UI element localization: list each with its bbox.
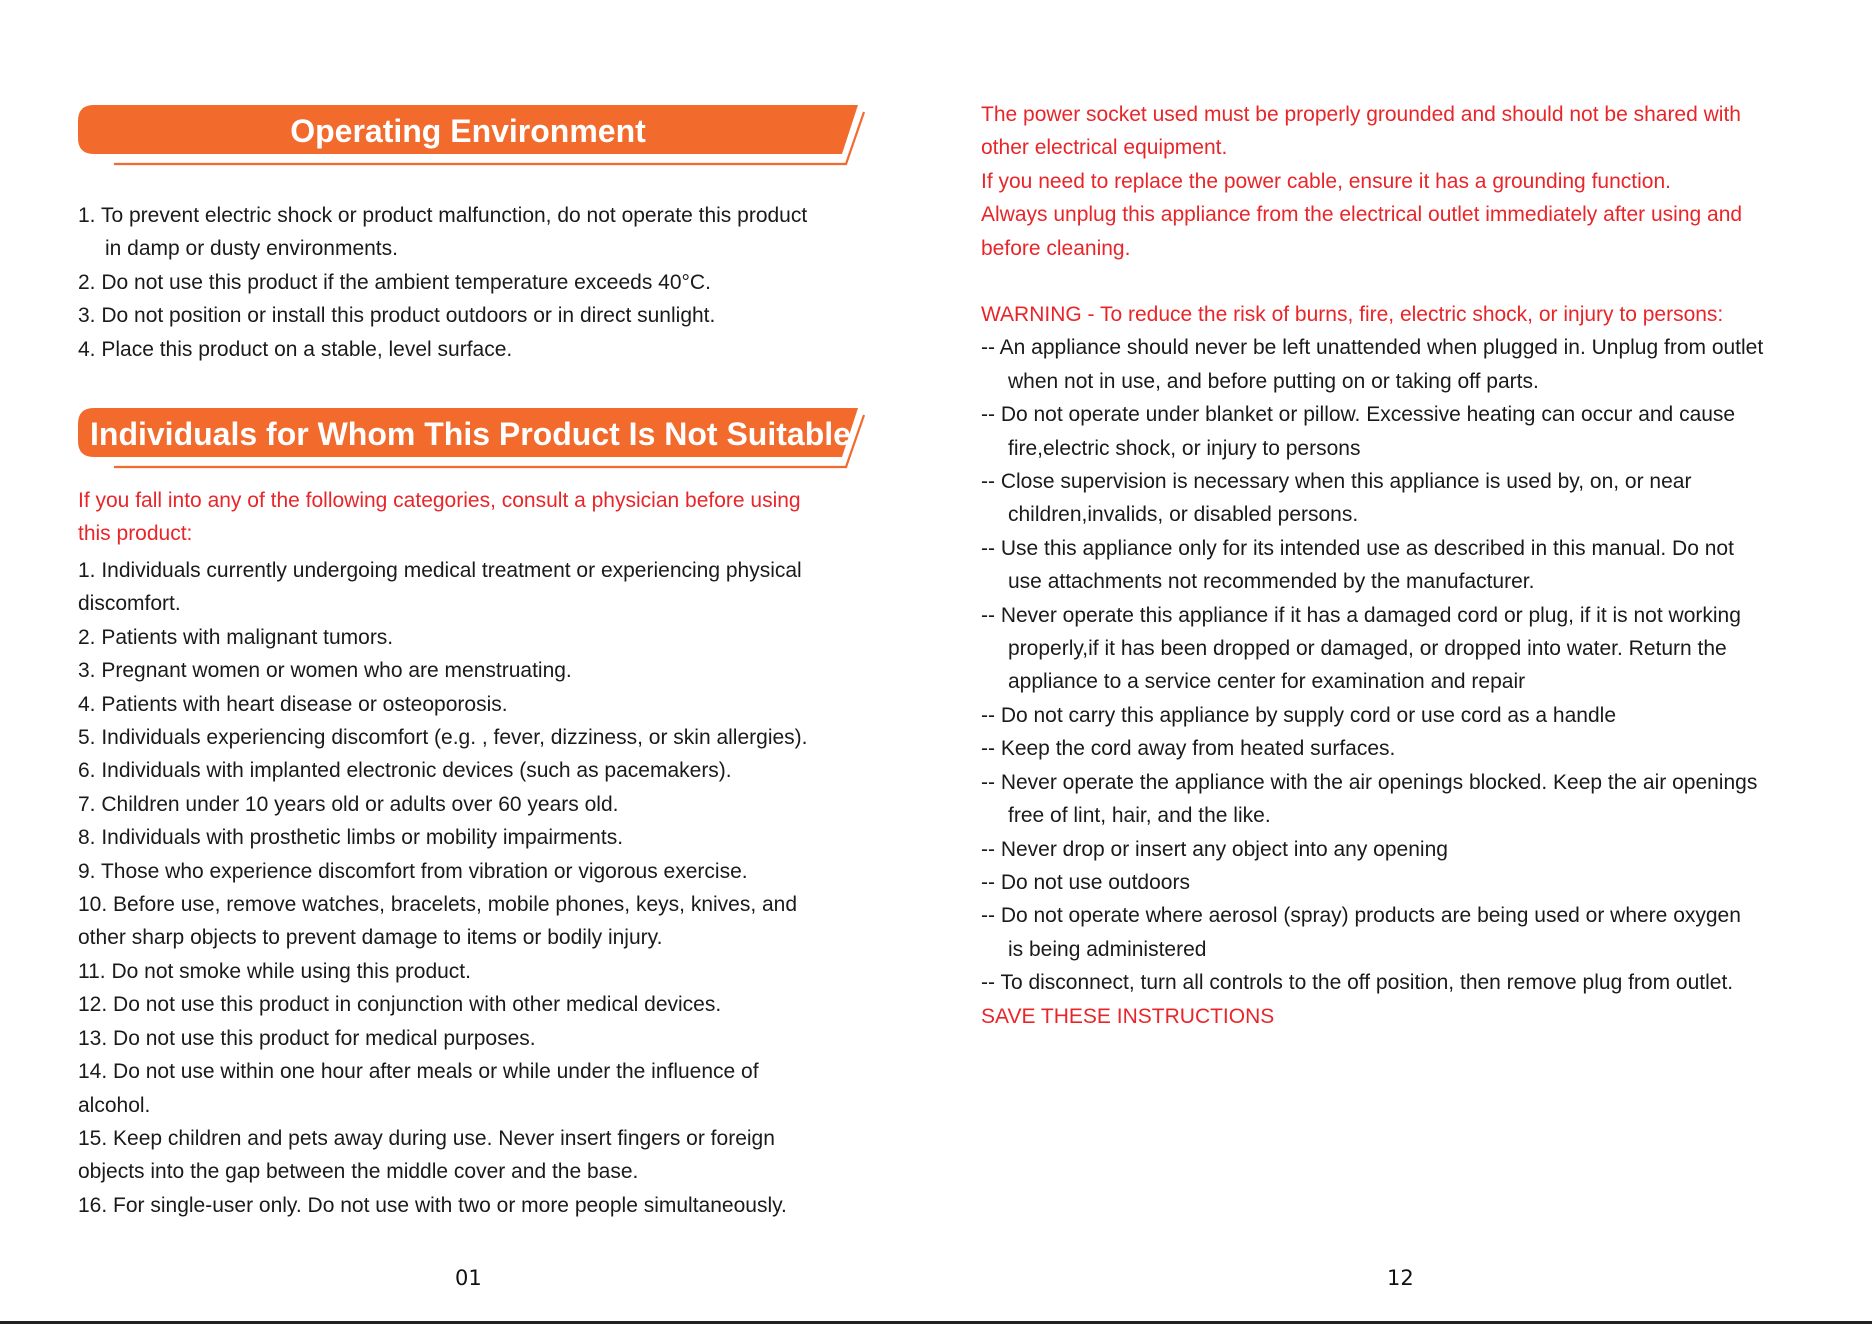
- warning-text: fire,electric shock, or injury to persons: [1008, 436, 1361, 460]
- list-item-text: 1. Individuals currently undergoing medical treatment or experiencing physical: [78, 559, 802, 582]
- warning-text: use attachments not recommended by the manufacturer.: [1008, 570, 1535, 594]
- list-item-text: 5. Individuals experiencing discomfort (e.g. , fever, dizziness, or skin allergies).: [78, 726, 808, 750]
- warning-item: [981, 532, 1763, 599]
- list-item: [78, 788, 808, 821]
- list-item-text: 14. Do not use within one hour after meals or while under the influence of: [78, 1060, 759, 1084]
- list-item-text: 15. Keep children and pets away during use. Never insert fingers or foreign: [78, 1126, 775, 1150]
- warning-item: [981, 465, 1763, 532]
- warning-item: [981, 599, 1763, 699]
- list-item: [78, 199, 807, 266]
- list-item-text: discomfort.: [78, 592, 181, 616]
- warning-text: properly,if it has been dropped or damaged, or dropped into water. Return the: [1008, 637, 1727, 661]
- list-item: [78, 1022, 808, 1055]
- list-item-text: 1. To prevent electric shock or product malfunction, do not operate this product: [78, 204, 808, 227]
- warning-item: [981, 766, 1763, 833]
- list-item: [78, 266, 807, 299]
- grounding-notice: [981, 98, 1742, 265]
- list-item: [78, 855, 808, 888]
- list-item: [78, 299, 807, 332]
- list-item: [78, 888, 808, 955]
- list-item: [78, 1122, 808, 1189]
- warning-text: -- Close supervision is necessary when this appliance is used by, on, or near: [981, 470, 1692, 494]
- list-item: [78, 621, 808, 654]
- warning-item: [981, 398, 1763, 465]
- list-item-text: 3. Pregnant women or women who are menstruating.: [78, 659, 572, 683]
- warning-text: -- Keep the cord away from heated surfaces.: [981, 737, 1396, 761]
- warning-item: [981, 699, 1763, 732]
- notice-text: before cleaning.: [981, 236, 1131, 260]
- warning-text: -- Use this appliance only for its intended use as described in this manual. Do not: [981, 536, 1734, 560]
- list-item: [78, 654, 808, 687]
- notice-text: If you need to replace the power cable, ensure it has a grounding function.: [981, 169, 1671, 193]
- warning-text: is being administered: [1008, 937, 1207, 961]
- warning-item: [981, 833, 1763, 866]
- list-item-text: 2. Patients with malignant tumors.: [78, 625, 394, 649]
- list-item-text: 2. Do not use this product if the ambient temperature exceeds 40°C.: [78, 270, 711, 294]
- list-item-text: 3. Do not position or install this product outdoors or in direct sunlight.: [78, 304, 716, 328]
- list-item-text: 11. Do not smoke while using this product.: [78, 959, 471, 983]
- warning-text: -- Do not operate under blanket or pillow. Excessive heating can occur and cause: [981, 403, 1736, 427]
- warning-text: children,invalids, or disabled persons.: [1008, 503, 1359, 527]
- warning-text: -- Do not operate where aerosol (spray) products are being used or where oxygen: [981, 904, 1741, 928]
- list-item-text: 4. Place this product on a stable, level surface.: [78, 337, 513, 361]
- notice-text: The power socket used must be properly grounded and should not be shared with: [981, 103, 1741, 126]
- warning-text: -- Never operate this appliance if it has a damaged cord or plug, if it is not working: [981, 603, 1741, 627]
- list-item-text: 12. Do not use this product in conjunction with other medical devices.: [78, 993, 722, 1017]
- warning-text: -- Do not use outdoors: [981, 870, 1190, 894]
- list-item-text: 10. Before use, remove watches, bracelets, mobile phones, keys, knives, and: [78, 893, 798, 917]
- warning-text: -- Never operate the appliance with the air openings blocked. Keep the air openings: [981, 770, 1758, 794]
- warning-item: [981, 866, 1763, 899]
- warning-text: when not in use, and before putting on or taking off parts.: [1008, 369, 1539, 393]
- list-item: [78, 955, 808, 988]
- warning-text: appliance to a service center for examination and repair: [1008, 670, 1526, 694]
- list-item: [78, 988, 808, 1021]
- list-item-text: 4. Patients with heart disease or osteoporosis.: [78, 692, 508, 716]
- warning-text: -- An appliance should never be left unattended when plugged in. Unplug from outlet: [981, 336, 1764, 360]
- list-item-text: other sharp objects to prevent damage to items or bodily injury.: [78, 926, 663, 950]
- not-suitable-banner: [78, 403, 868, 473]
- not-suitable-list: [78, 554, 808, 1222]
- operating-environment-banner: [78, 100, 868, 170]
- list-item: [78, 1189, 808, 1222]
- warning-heading: WARNING - To reduce the risk of burns, fire, electric shock, or injury to persons:: [981, 303, 1724, 326]
- warning-section: [981, 298, 1763, 1033]
- warning-text: -- To disconnect, turn all controls to the off position, then remove plug from outlet.: [981, 971, 1734, 995]
- list-item-text: 9. Those who experience discomfort from vibration or vigorous exercise.: [78, 859, 748, 883]
- list-item-text: 7. Children under 10 years old or adults over 60 years old.: [78, 792, 619, 816]
- list-item-text: in damp or dusty environments.: [105, 237, 398, 261]
- list-item-text: 8. Individuals with prosthetic limbs or mobility impairments.: [78, 826, 624, 850]
- list-item: [78, 821, 808, 854]
- warning-item: [981, 899, 1763, 966]
- list-item: [78, 754, 808, 787]
- warning-text: -- Never drop or insert any object into any opening: [981, 837, 1448, 861]
- warning-text: -- Do not carry this appliance by supply cord or use cord as a handle: [981, 703, 1616, 727]
- list-item-text: 16. For single-user only. Do not use with two or more people simultaneously.: [78, 1193, 787, 1217]
- list-item: [78, 333, 807, 366]
- warning-item: [981, 966, 1763, 999]
- list-item-text: 13. Do not use this product for medical purposes.: [78, 1026, 536, 1050]
- notice-text: Always unplug this appliance from the electrical outlet immediately after using and: [981, 203, 1743, 227]
- list-item: [78, 1055, 808, 1122]
- warning-item: [981, 331, 1763, 398]
- list-item-text: alcohol.: [78, 1093, 151, 1117]
- list-item-text: objects into the gap between the middle cover and the base.: [78, 1160, 639, 1184]
- operating-environment-list: [78, 199, 807, 366]
- warning-text: free of lint, hair, and the like.: [1008, 804, 1271, 828]
- list-item: [78, 554, 808, 621]
- section-title: Individuals for Whom This Product Is Not Suitable: [90, 416, 851, 452]
- consult-physician-intro: [78, 484, 868, 551]
- section-title: Operating Environment: [290, 113, 646, 149]
- page-number-left: 01: [455, 1266, 482, 1290]
- list-item: [78, 721, 808, 754]
- list-item-text: 6. Individuals with implanted electronic devices (such as pacemakers).: [78, 759, 732, 783]
- notice-text: other electrical equipment.: [981, 136, 1228, 160]
- list-item: [78, 688, 808, 721]
- page-number-right: 12: [1387, 1266, 1414, 1290]
- intro-text: If you fall into any of the following categories, consult a physician before using: [78, 489, 801, 512]
- intro-text: this product:: [78, 522, 193, 546]
- warning-item: [981, 732, 1763, 765]
- save-instructions: SAVE THESE INSTRUCTIONS: [981, 1004, 1275, 1028]
